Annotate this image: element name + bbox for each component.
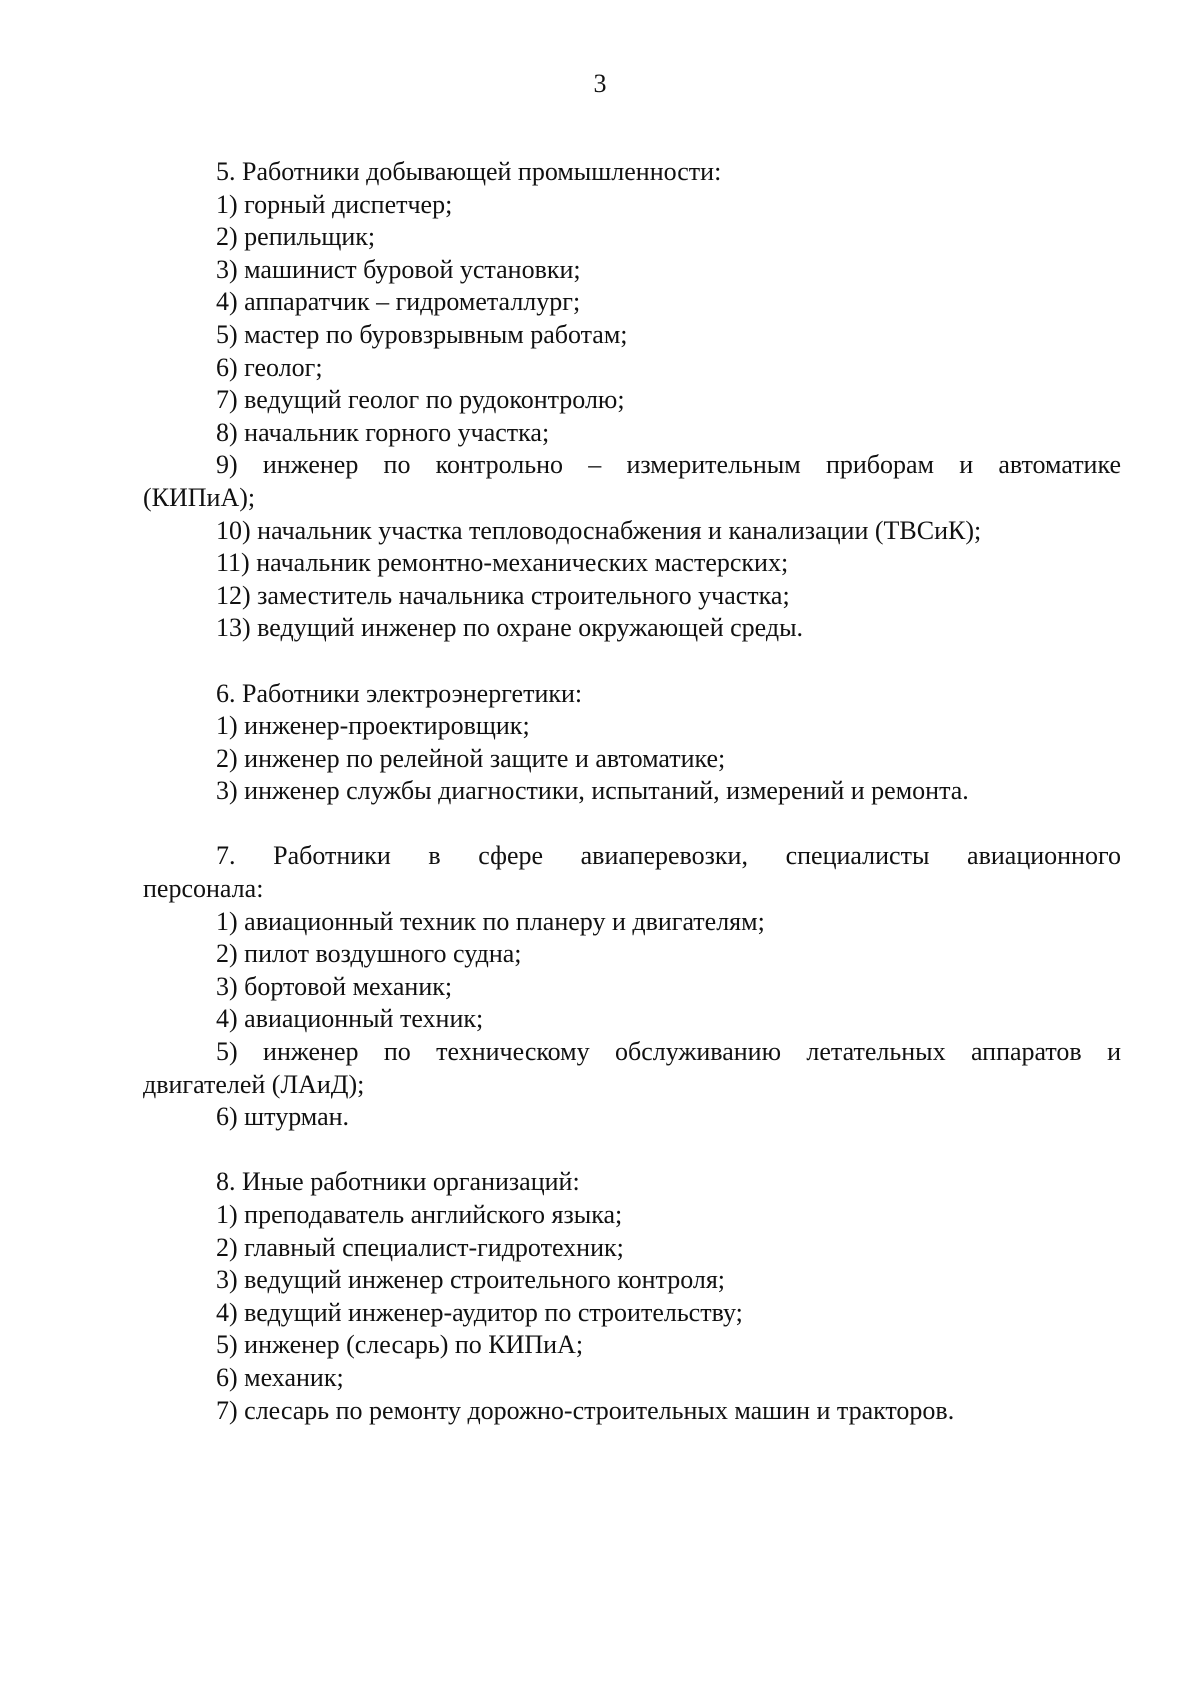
list-item: 4) авиационный техник; — [216, 1004, 484, 1034]
list-item: 2) пилот воздушного судна; — [216, 939, 522, 969]
section-heading-continuation: персонала: — [143, 874, 264, 904]
list-item: 10) начальник участка тепловодоснабжения и канализации (ТВСиК); — [216, 515, 982, 545]
page-number: 3 — [593, 69, 607, 98]
list-item: 3) бортовой механик; — [216, 971, 453, 1001]
list-item: 6) штурман. — [216, 1102, 350, 1132]
list-item: 1) авиационный техник по планеру и двигателям; — [216, 906, 765, 936]
list-item: 13) ведущий инженер по охране окружающей среды. — [216, 613, 804, 643]
list-item: 5) мастер по буровзрывным работам; — [216, 319, 628, 349]
list-item: 7) слесарь по ремонту дорожно-строительных машин и тракторов. — [216, 1395, 955, 1425]
list-item: 6) геолог; — [216, 352, 323, 382]
list-item: 6) механик; — [216, 1362, 344, 1392]
list-item: 9) инженер по контрольно – измерительным приборам и автоматике — [216, 450, 1121, 480]
list-item: 1) преподаватель английского языка; — [216, 1200, 623, 1229]
list-item: 3) ведущий инженер строительного контроля; — [216, 1265, 726, 1295]
list-item: 1) инженер-проектировщик; — [216, 711, 530, 741]
section-heading: 8. Иные работники организаций: — [216, 1167, 580, 1197]
section-aviation — [143, 840, 1121, 1133]
list-item: 2) инженер по релейной защите и автоматике; — [216, 743, 726, 773]
list-item-continuation: двигателей (ЛАиД); — [143, 1069, 365, 1099]
section-mining — [143, 156, 1121, 645]
list-item: 1) горный диспетчер; — [216, 189, 453, 219]
list-item: 2) главный специалист-гидротехник; — [216, 1232, 624, 1262]
section-heading: 6. Работники электроэнергетики: — [216, 678, 583, 708]
list-item: 5) инженер по техническому обслуживанию летательных аппаратов и — [216, 1037, 1121, 1067]
section-other-workers — [143, 1166, 1121, 1427]
list-item: 3) инженер службы диагностики, испытаний, измерений и ремонта. — [216, 776, 969, 806]
section-heading: 7. Работники в сфере авиаперевозки, специалисты авиационного — [216, 841, 1121, 871]
section-electric-power — [143, 678, 1121, 808]
list-item: 7) ведущий геолог по рудоконтролю; — [216, 385, 625, 415]
list-item: 4) аппаратчик – гидрометаллург; — [216, 287, 581, 317]
section-heading: 5. Работники добывающей промышленности: — [216, 157, 722, 186]
list-item: 5) инженер (слесарь) по КИПиА; — [216, 1330, 584, 1360]
list-item-continuation: (КИПиА); — [143, 482, 256, 512]
list-item: 3) машинист буровой установки; — [216, 254, 581, 284]
list-item: 4) ведущий инженер-аудитор по строительству; — [216, 1297, 743, 1327]
list-item: 2) репильщик; — [216, 222, 376, 252]
list-item: 8) начальник горного участка; — [216, 417, 550, 447]
document-body — [143, 156, 1121, 1427]
list-item: 11) начальник ремонтно-механических мастерских; — [216, 548, 789, 578]
list-item: 12) заместитель начальника строительного участка; — [216, 580, 790, 610]
